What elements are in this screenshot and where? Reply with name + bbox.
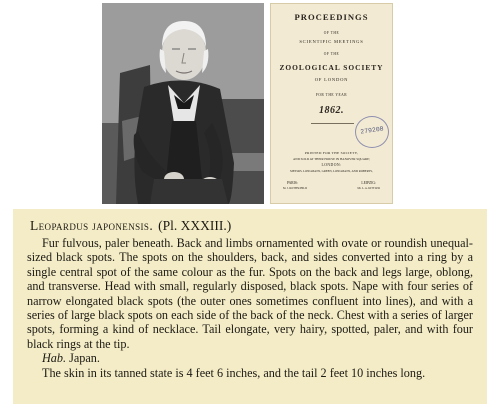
title-meetings: SCIENTIFIC MEETINGS bbox=[299, 39, 364, 44]
imprint-paris-publisher: M. J. ROTHSCHILD bbox=[283, 187, 308, 190]
imprint-agents: MESSRS. LONGMANS, GREEN, LONGMANS, AND ROBERTS, bbox=[290, 169, 373, 173]
imprint-leipzig-publisher: Mr. L. A. KITTLER bbox=[357, 187, 380, 190]
imprint-printed-for: PRINTED FOR THE SOCIETY, bbox=[304, 151, 359, 155]
title-divider bbox=[311, 123, 354, 124]
species-description: Fur fulvous, paler beneath. Back and limbs ornamented with ovate or roundish unequal-sized black spots. The spots on the shoulders, back, and sides converted into a ring by a single central spot of the same colour as the fur. Spots on the back and legs large, oblong, and transverse. Head with small, regularly disposed, black spots. Nape with four series of narrow elongated black spots (the outer ones sometimes confluent into lines), and with a series of large black spots on each side of the back of the neck. Chest with a series of larger spots, forming a kind of necklace. Tail elongate, very hairy, spotted, paler, and with four black rings at the tip. bbox=[27, 236, 473, 351]
plate-reference: (Pl. XXXIII.) bbox=[158, 218, 232, 233]
habitat-value: Japan. bbox=[69, 351, 100, 366]
library-stamp-number: 279208 bbox=[359, 125, 385, 136]
title-small-line-3: FOR THE YEAR bbox=[315, 93, 348, 97]
habitat-line bbox=[27, 351, 473, 365]
imprint-sold-at: AND SOLD AT THEIR HOUSE IN HANOVER SQUARE; bbox=[292, 157, 370, 161]
title-society: ZOOLOGICAL SOCIETY bbox=[279, 63, 384, 72]
title-year: 1862. bbox=[319, 105, 344, 116]
imprint-paris: PARIS: bbox=[287, 181, 298, 185]
title-small-line-2: OF THE bbox=[323, 52, 340, 56]
skin-measurement: The skin in its tanned state is 4 feet 6 inches, and the tail 2 feet 10 inches long. bbox=[42, 365, 426, 380]
species-description-excerpt bbox=[13, 209, 487, 404]
imprint-london: LONDON: bbox=[321, 163, 342, 167]
species-name: Leopardus japonensis. bbox=[30, 218, 154, 233]
title-small-line-1: OF THE bbox=[323, 31, 340, 35]
portrait-figure bbox=[102, 3, 264, 204]
title-proceedings: PROCEEDINGS bbox=[294, 12, 369, 22]
species-heading bbox=[27, 218, 473, 234]
imprint-leipzig: LEIPZIG: bbox=[361, 181, 376, 185]
title-of-london: OF LONDON bbox=[314, 77, 349, 82]
title-page-image bbox=[270, 3, 393, 204]
portrait-photo bbox=[102, 3, 264, 204]
habitat-label: Hab. bbox=[42, 351, 67, 366]
